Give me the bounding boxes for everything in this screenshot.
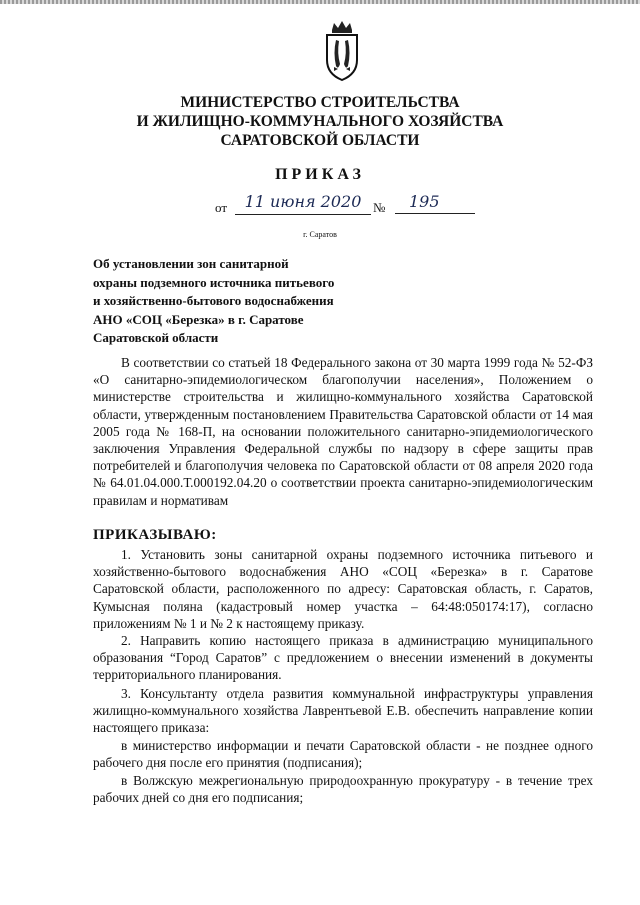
handwritten-date: 11 июня 2020 xyxy=(235,192,371,215)
order-directive: ПРИКАЗЫВАЮ: xyxy=(93,527,217,543)
order-item-3a: в министерство информации и печати Саратовской области - не позднее одного рабочего дня после его принятия (подписания); xyxy=(93,738,593,771)
scan-top-edge xyxy=(0,0,640,4)
order-item-3: 3. Консультанту отдела развития коммунальной инфраструктуры управления жилищно-коммунального хозяйства Лаврентьевой Е.В. обеспечить направление копии настоящего приказа: xyxy=(93,686,593,736)
city: г. Саратов xyxy=(303,230,337,239)
subject-line-3: и хозяйственно-бытового водоснабжения xyxy=(93,293,334,308)
order-item-1: 1. Установить зоны санитарной охраны подземного источника питьевого и хозяйственно-бытового водоснабжения АНО «СОЦ «Березка» в г. Саратове Саратовской области, расположенного по адресу: Саратовская область, г. Саратов, Кумысная поляна (кадастровый номер участка – 64:48:050174:17), согласно приложениям № 1 и № 2 к настоящему приказу. xyxy=(93,547,593,631)
ministry-name xyxy=(0,93,640,150)
ministry-line-1: МИНИСТЕРСТВО СТРОИТЕЛЬСТВА xyxy=(180,94,460,111)
subject-line-4: АНО «СОЦ «Березка» в г. Саратове xyxy=(93,311,304,327)
date-number-line xyxy=(215,192,475,220)
subject-line-5: Саратовской области xyxy=(93,330,219,345)
document-type: ПРИКАЗ xyxy=(275,166,365,183)
subject-line-1: Об установлении зон санитарной xyxy=(93,256,289,271)
preamble-paragraph: В соответствии со статьей 18 Федерального закона от 30 марта 1999 года № 52-ФЗ «О санитарно-эпидемиологическом благополучии населения», Положением о министерстве строительства и жилищно-коммунального хозяйства Саратовской области, утвержденным постановлением Правительства Саратовской области от 14 мая 2005 года № 168-П, на основании положительного санитарно-эпидемиологического заключения Управления Федеральной службы по надзору в сфере защиты прав потребителей и благополучия человека по Саратовской области от 08 апреля 2020 года № 64.01.04.000.Т.000192.04.20 о соответствии проекта санитарно-эпидемиологическим правилам и нормативам xyxy=(93,355,593,508)
order-subject xyxy=(93,255,393,348)
ministry-line-2: И ЖИЛИЩНО-КОММУНАЛЬНОГО ХОЗЯЙСТВА xyxy=(136,113,504,130)
coat-of-arms-icon xyxy=(322,20,362,82)
date-prefix: от xyxy=(215,200,228,215)
order-item-3b: в Волжскую межрегиональную природоохранную прокуратуру - в течение трех рабочих дней со дня его подписания; xyxy=(93,773,593,806)
handwritten-number: 195 xyxy=(395,192,475,214)
number-sign: № xyxy=(373,200,386,215)
order-item-2: 2. Направить копию настоящего приказа в администрацию муниципального образования “Город Саратов” с предложением о внесении изменений в документы территориального планирования. xyxy=(93,633,593,683)
subject-line-2: охраны подземного источника питьевого xyxy=(93,274,335,290)
ministry-line-3: САРАТОВСКОЙ ОБЛАСТИ xyxy=(220,132,420,149)
